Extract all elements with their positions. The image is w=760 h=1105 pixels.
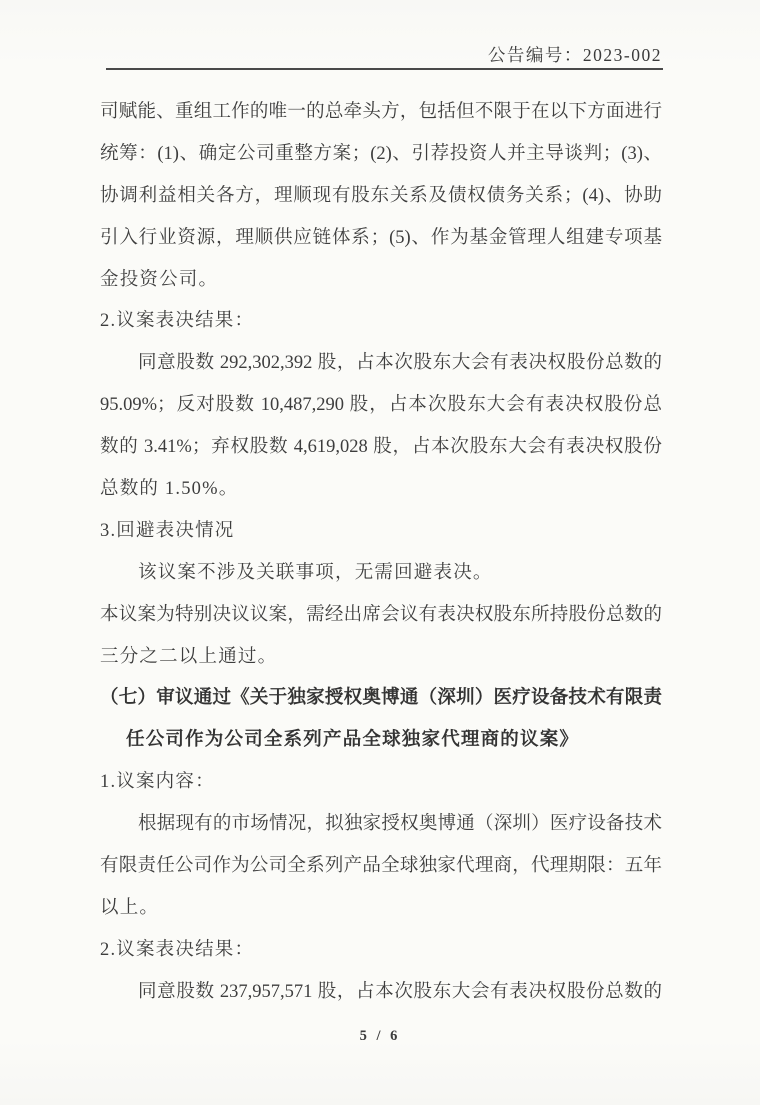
text-line: 数的 3.41%；弃权股数 4,619,028 股，占本次股东大会有表决权股份 [100, 437, 662, 458]
text-line: 2.议案表决结果： [100, 311, 255, 332]
text-line: 根据现有的市场情况，拟独家授权奥博通（深圳）医疗设备技术 [138, 814, 662, 835]
text-line: 三分之二以上通过。 [100, 646, 278, 667]
text-line: 统筹：(1)、确定公司重整方案；(2)、引荐投资人并主导谈判；(3)、 [100, 143, 662, 164]
document-body [100, 92, 662, 1014]
text-line: 2.议案表决结果： [100, 939, 255, 960]
text-line: 本议案为特别决议议案，需经出席会议有表决权股东所持股份总数的 [100, 604, 662, 625]
text-line: 95.09%；反对股数 10,487,290 股，占本次股东大会有表决权股份总 [100, 395, 662, 416]
text-line: 协调利益相关各方，理顺现有股东关系及债权债务关系；(4)、协助 [100, 185, 662, 206]
text-line: 任公司作为公司全系列产品全球独家代理商的议案》 [126, 730, 580, 751]
page-number: 5 / 6 [359, 1028, 401, 1044]
text-line: 3.回避表决情况 [100, 520, 235, 541]
header-divider [106, 68, 663, 70]
text-line: 有限责任公司作为公司全系列产品全球独家代理商，代理期限：五年 [100, 856, 662, 877]
text-line: 引入行业资源，理顺供应链体系；(5)、作为基金管理人组建专项基 [100, 227, 662, 248]
text-line: 以上。 [100, 897, 160, 918]
text-line: 该议案不涉及关联事项，无需回避表决。 [138, 562, 493, 583]
text-line: 总数的 1.50%。 [100, 479, 239, 500]
text-line: 同意股数 292,302,392 股，占本次股东大会有表决权股份总数的 [138, 353, 662, 374]
text-line: 司赋能、重组工作的唯一的总牵头方，包括但不限于在以下方面进行 [100, 102, 662, 122]
text-line: 金投资公司。 [100, 269, 219, 290]
announcement-number: 公告编号：2023-002 [487, 45, 662, 65]
text-line: （七）审议通过《关于独家授权奥博通（深圳）医疗设备技术有限责 [100, 688, 662, 709]
text-line: 同意股数 237,957,571 股，占本次股东大会有表决权股份总数的 [138, 981, 662, 1002]
text-line: 1.议案内容： [100, 772, 215, 793]
